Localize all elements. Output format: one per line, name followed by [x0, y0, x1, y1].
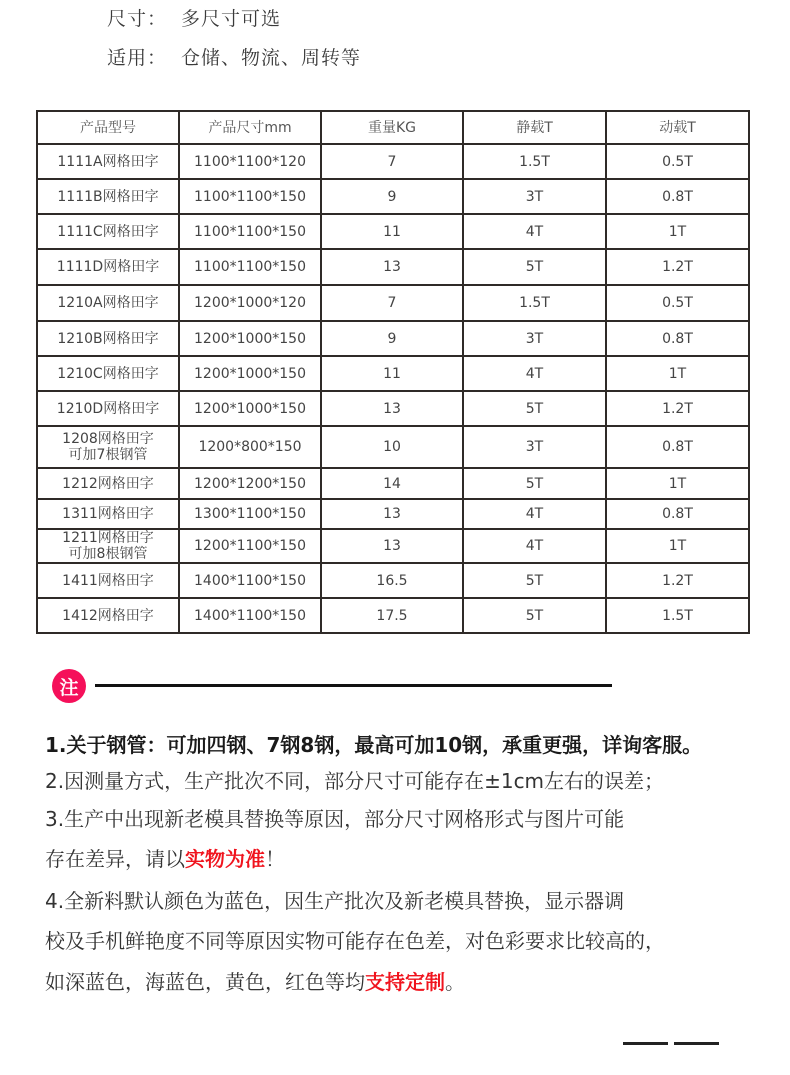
cell-static-load-text: 3T — [525, 439, 544, 455]
cell-model — [37, 499, 179, 529]
cell-static-load — [463, 529, 606, 563]
cell-weight — [321, 249, 463, 285]
cell-weight-text: 14 — [383, 475, 401, 492]
cell-static-load-text: 4T — [525, 365, 544, 382]
cell-model — [37, 214, 179, 249]
cell-model-text: 1211网格田字 — [62, 530, 154, 546]
table-row — [37, 144, 749, 179]
cell-weight — [321, 179, 463, 214]
product-spec-table — [36, 110, 750, 634]
table-row — [37, 598, 749, 633]
cell-dynamic-load-text: 1T — [668, 223, 687, 240]
cell-static-load — [463, 598, 606, 633]
note-text: 3.生产中出现新老模具替换等原因，部分尺寸网格形式与图片可能 — [45, 807, 625, 831]
cell-model-text: 1210D网格田字 — [56, 400, 160, 417]
cell-dynamic-load — [606, 214, 749, 249]
spec-value: 多尺寸可选 — [181, 8, 282, 30]
cell-dynamic-load-text: 0.8T — [662, 188, 693, 205]
table-header-row — [37, 111, 749, 144]
cell-model — [37, 249, 179, 285]
cell-static-load-text: 5T — [525, 607, 544, 624]
cell-model-text: 1111C网格田字 — [57, 223, 159, 240]
cell-model-text: 1412网格田字 — [62, 607, 154, 624]
cell-model-text: 1210A网格田字 — [57, 295, 159, 311]
cell-dynamic-load — [606, 356, 749, 391]
cell-static-load — [463, 321, 606, 356]
cell-static-load — [463, 214, 606, 249]
cell-weight — [321, 529, 463, 563]
cell-weight — [321, 391, 463, 426]
cell-static-load-text: 4T — [525, 538, 544, 554]
cell-model-text: 1212网格田字 — [62, 475, 154, 492]
cell-static-load — [463, 499, 606, 529]
header-dynamic-load: 动载T — [606, 111, 749, 144]
spec-size — [107, 4, 281, 31]
note-badge-icon: 注 — [52, 669, 86, 703]
cell-dynamic-load-text: 0.8T — [662, 506, 693, 522]
cell-model-text: 1210C网格田字 — [57, 365, 159, 382]
cell-size — [179, 529, 321, 563]
table-row — [37, 529, 749, 563]
note-line-2 — [45, 765, 664, 794]
header-weight: 重量KG — [321, 111, 463, 144]
cell-size-text: 1200*1100*150 — [194, 538, 306, 554]
header-static-load: 静载T — [463, 111, 606, 144]
cell-model — [37, 144, 179, 179]
table-row — [37, 179, 749, 214]
cell-size-text: 1400*1100*150 — [194, 607, 306, 624]
cell-model — [37, 179, 179, 214]
cell-static-load-text: 5T — [525, 475, 544, 492]
note-text: 。 — [445, 970, 465, 994]
cell-weight — [321, 285, 463, 321]
cell-size — [179, 249, 321, 285]
cell-weight — [321, 468, 463, 499]
table-row — [37, 285, 749, 321]
cell-weight — [321, 426, 463, 468]
spec-label: 适用： — [107, 47, 168, 69]
cell-size-text: 1400*1100*150 — [194, 572, 306, 589]
cell-model — [37, 426, 179, 468]
cell-size — [179, 499, 321, 529]
table-row — [37, 499, 749, 529]
cell-weight-text: 9 — [387, 330, 397, 347]
cell-dynamic-load — [606, 285, 749, 321]
cell-static-load — [463, 249, 606, 285]
cell-dynamic-load — [606, 499, 749, 529]
note-line-1 — [45, 729, 702, 758]
table-row — [37, 356, 749, 391]
spec-label: 尺寸： — [107, 8, 168, 30]
cell-dynamic-load-text: 1T — [668, 475, 687, 492]
cell-dynamic-load — [606, 249, 749, 285]
cell-size-text: 1200*1000*150 — [194, 330, 306, 347]
cell-static-load — [463, 426, 606, 468]
cell-static-load — [463, 179, 606, 214]
cell-size-text: 1200*1200*150 — [194, 475, 306, 492]
note-line-4 — [45, 843, 285, 872]
cell-model — [37, 321, 179, 356]
cell-model — [37, 391, 179, 426]
cell-static-load-text: 5T — [525, 259, 544, 275]
table-row — [37, 563, 749, 598]
note-text: 1.关于钢管：可加四钢、7钢8钢，最高可加10钢，承重更强，详询客服。 — [45, 733, 703, 757]
cell-size — [179, 391, 321, 426]
cell-model-note: 可加7根钢管 — [68, 447, 148, 463]
cell-size — [179, 285, 321, 321]
cell-weight-text: 10 — [383, 439, 401, 455]
cell-dynamic-load-text: 1.2T — [662, 400, 693, 417]
table-row — [37, 468, 749, 499]
cell-size-text: 1300*1100*150 — [194, 506, 306, 522]
cell-dynamic-load-text: 0.5T — [662, 295, 693, 311]
cell-static-load-text: 3T — [525, 330, 544, 347]
cell-weight-text: 13 — [383, 538, 401, 554]
cell-weight-text: 11 — [383, 365, 401, 382]
cell-weight-text: 13 — [383, 259, 401, 275]
cell-dynamic-load — [606, 321, 749, 356]
note-line-6 — [45, 925, 665, 954]
cell-weight — [321, 321, 463, 356]
cell-static-load-text: 4T — [525, 223, 544, 240]
spec-value: 仓储、物流、周转等 — [181, 47, 362, 69]
note-header — [52, 669, 86, 703]
cell-weight — [321, 214, 463, 249]
decorative-dash — [674, 1042, 719, 1045]
cell-static-load-text: 1.5T — [519, 295, 550, 311]
cell-model — [37, 563, 179, 598]
cell-size — [179, 563, 321, 598]
cell-dynamic-load-text: 0.8T — [662, 439, 693, 455]
cell-dynamic-load-text: 1.5T — [662, 607, 693, 624]
cell-size-text: 1200*1000*150 — [194, 365, 306, 382]
cell-dynamic-load-text: 1.2T — [662, 572, 693, 589]
cell-weight-text: 11 — [383, 223, 401, 240]
cell-size-text: 1200*800*150 — [198, 439, 302, 455]
cell-dynamic-load — [606, 529, 749, 563]
cell-size-text: 1100*1100*150 — [194, 223, 306, 240]
cell-model — [37, 285, 179, 321]
cell-model-text: 1311网格田字 — [62, 506, 154, 522]
cell-size — [179, 356, 321, 391]
cell-static-load — [463, 144, 606, 179]
decorative-dash — [623, 1042, 668, 1045]
note-text: 4.全新料默认颜色为蓝色，因生产批次及新老模具替换，显示器调 — [45, 889, 625, 913]
cell-weight-text: 13 — [383, 506, 401, 522]
cell-size-text: 1100*1100*150 — [194, 259, 306, 275]
cell-dynamic-load — [606, 144, 749, 179]
cell-model — [37, 598, 179, 633]
note-text: 2.因测量方式，生产批次不同，部分尺寸可能存在±1cm左右的误差； — [45, 769, 665, 793]
cell-weight — [321, 144, 463, 179]
cell-size — [179, 321, 321, 356]
cell-weight-text: 9 — [387, 188, 397, 205]
cell-static-load — [463, 563, 606, 598]
cell-dynamic-load — [606, 468, 749, 499]
cell-dynamic-load — [606, 179, 749, 214]
cell-weight — [321, 598, 463, 633]
cell-static-load-text: 1.5T — [519, 153, 550, 170]
cell-weight — [321, 499, 463, 529]
cell-model-text: 1111D网格田字 — [56, 259, 160, 275]
table-row — [37, 426, 749, 468]
cell-dynamic-load-text: 0.8T — [662, 330, 693, 347]
cell-weight-text: 7 — [387, 153, 397, 170]
cell-dynamic-load-text: 1T — [668, 538, 687, 554]
cell-static-load-text: 4T — [525, 506, 544, 522]
cell-static-load — [463, 285, 606, 321]
cell-model-text: 1111A网格田字 — [57, 153, 159, 170]
cell-model-note: 可加8根钢管 — [68, 546, 148, 562]
note-text: 如深蓝色，海蓝色，黄色，红色等均 — [45, 970, 365, 994]
note-line-5 — [45, 885, 624, 914]
highlight-text: 实物为准 — [185, 847, 265, 871]
note-line-7 — [45, 966, 465, 995]
cell-static-load-text: 5T — [525, 572, 544, 589]
cell-dynamic-load — [606, 391, 749, 426]
cell-model-text: 1111B网格田字 — [57, 188, 159, 205]
header-size: 产品尺寸mm — [179, 111, 321, 144]
cell-size — [179, 598, 321, 633]
cell-static-load — [463, 356, 606, 391]
cell-size-text: 1100*1100*150 — [194, 188, 306, 205]
cell-model — [37, 529, 179, 563]
cell-weight — [321, 356, 463, 391]
cell-model — [37, 468, 179, 499]
cell-static-load-text: 5T — [525, 400, 544, 417]
note-text: 存在差异，请以 — [45, 847, 185, 871]
cell-size-text: 1200*1000*150 — [194, 400, 306, 417]
table-row — [37, 249, 749, 285]
header-model: 产品型号 — [37, 111, 179, 144]
cell-size — [179, 426, 321, 468]
cell-size — [179, 468, 321, 499]
cell-dynamic-load — [606, 598, 749, 633]
note-text: ！ — [265, 847, 285, 871]
cell-weight-text: 17.5 — [376, 607, 408, 624]
cell-model — [37, 356, 179, 391]
cell-size-text: 1100*1100*120 — [194, 153, 306, 170]
cell-dynamic-load-text: 1.2T — [662, 259, 693, 275]
cell-size — [179, 179, 321, 214]
cell-weight-text: 7 — [387, 295, 397, 311]
cell-size — [179, 214, 321, 249]
note-divider — [95, 684, 612, 687]
note-text: 校及手机鲜艳度不同等原因实物可能存在色差，对色彩要求比较高的， — [45, 929, 665, 953]
cell-size — [179, 144, 321, 179]
cell-size-text: 1200*1000*120 — [194, 295, 306, 311]
cell-dynamic-load — [606, 426, 749, 468]
spec-usage — [107, 43, 361, 70]
cell-weight — [321, 563, 463, 598]
cell-dynamic-load — [606, 563, 749, 598]
cell-static-load-text: 3T — [525, 188, 544, 205]
cell-dynamic-load-text: 0.5T — [662, 153, 693, 170]
cell-model-text: 1411网格田字 — [62, 572, 154, 589]
cell-weight-text: 13 — [383, 400, 401, 417]
cell-model-text: 1208网格田字 — [62, 431, 154, 447]
cell-model-text: 1210B网格田字 — [57, 330, 159, 347]
cell-static-load — [463, 468, 606, 499]
table-row — [37, 214, 749, 249]
table-row — [37, 321, 749, 356]
cell-weight-text: 16.5 — [376, 572, 408, 589]
cell-dynamic-load-text: 1T — [668, 365, 687, 382]
highlight-text: 支持定制 — [365, 970, 445, 994]
table-row — [37, 391, 749, 426]
note-line-3 — [45, 803, 624, 832]
cell-static-load — [463, 391, 606, 426]
